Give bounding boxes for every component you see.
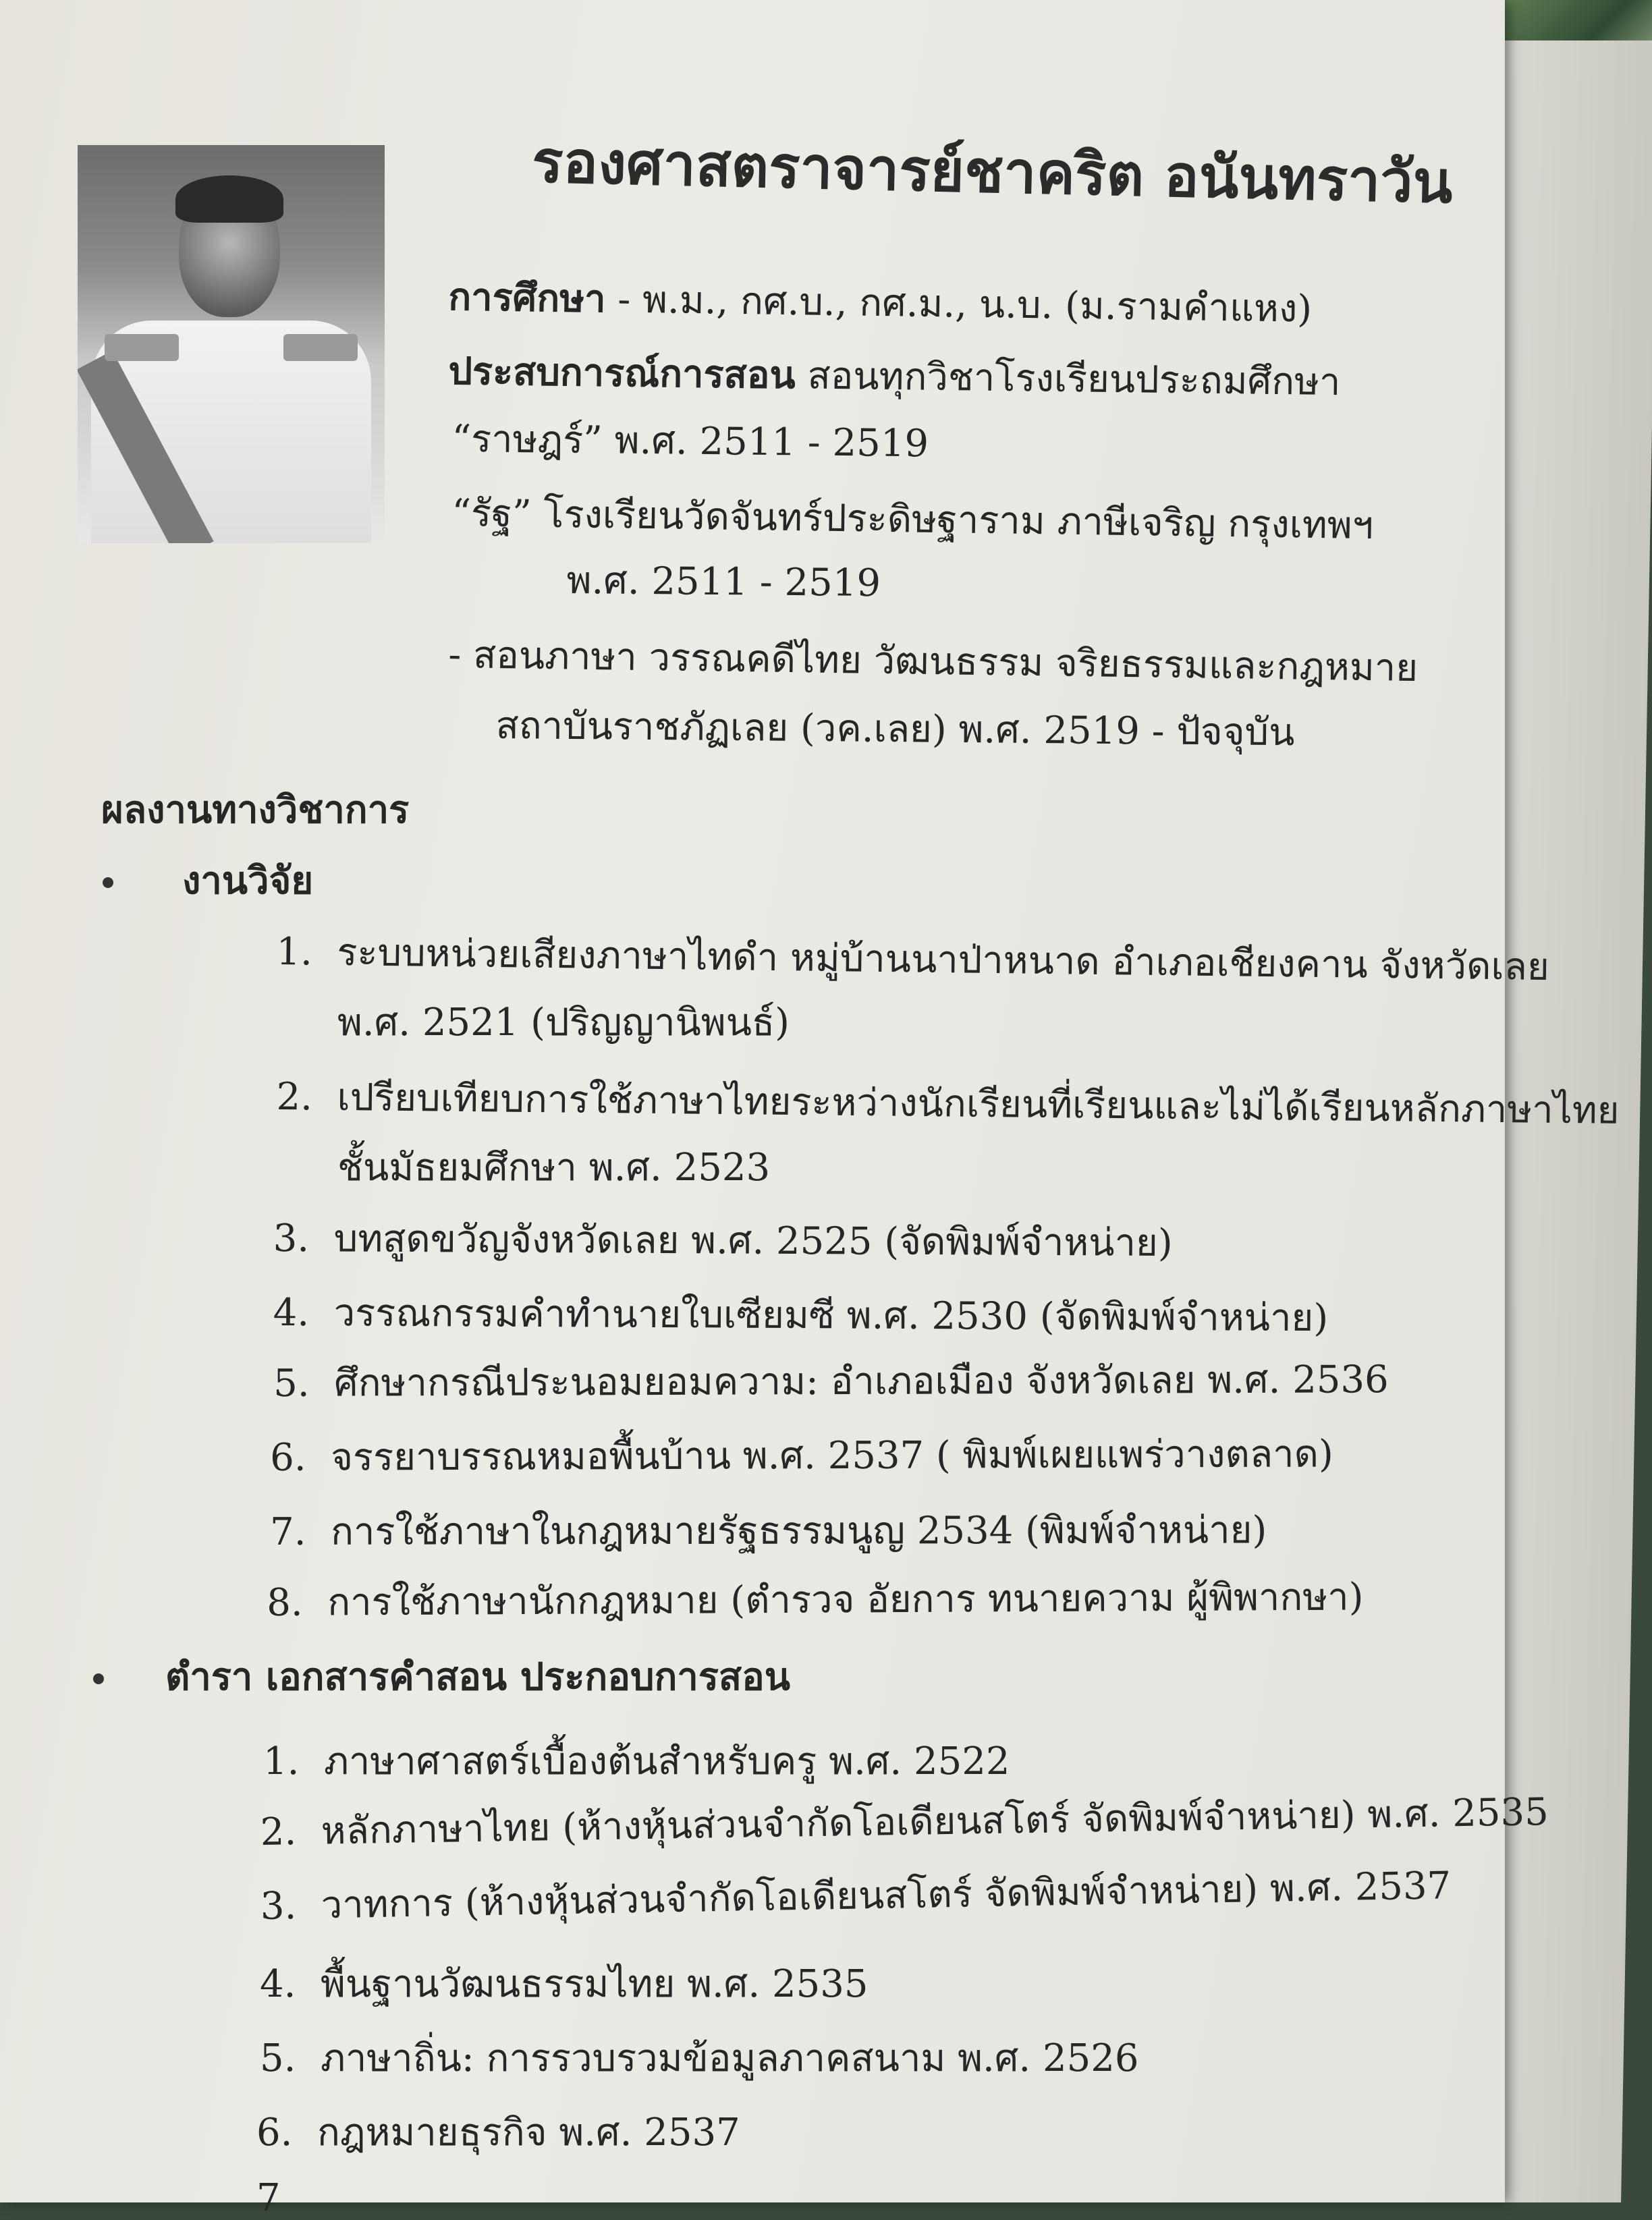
experience-line3: “รัฐ” โรงเรียนวัดจันทร์ประดิษฐาราม ภาษีเจริญ กรุงเทพฯ <box>451 491 1374 549</box>
textbook-item-3: 3. วาทการ (ห้างหุ้นส่วนจำกัดโอเดียนสโตร์ จัดพิมพ์จำหน่าย) พ.ศ. 2537 <box>260 1864 1452 1928</box>
experience-line4: พ.ศ. 2511 - 2519 <box>566 558 881 606</box>
experience-line <box>448 341 1341 412</box>
textbook-item-6: 6. กฎหมายธุรกิจ พ.ศ. 2537 <box>256 2111 740 2155</box>
research-item-2: 2. เปรียบเทียบการใช้ภาษาไทยระหว่างนักเรียนที่เรียนและไม่ได้เรียนหลักภาษาไทย <box>276 1074 1620 1133</box>
textbook-item-7: 7 <box>256 2176 281 2220</box>
research-item-3: 3. บทสูดขวัญจังหวัดเลย พ.ศ. 2525 (จัดพิมพ์จำหน่าย) <box>273 1216 1173 1265</box>
works-heading: ผลงานทางวิชาการ <box>101 788 410 832</box>
research-item-6: 6. จรรยาบรรณหมอพื้นบ้าน พ.ศ. 2537 ( พิมพ์เผยแพร่วางตลาด) <box>270 1432 1333 1480</box>
experience-label: ประสบการณ์การสอน <box>448 349 796 398</box>
experience-line6: สถาบันราชภัฏเลย (วค.เลย) พ.ศ. 2519 - ปัจจุบัน <box>495 703 1295 755</box>
research-item-5: 5. ศึกษากรณีประนอมยอมความ: อำเภอเมือง จังหวัดเลย พ.ศ. 2536 <box>273 1358 1389 1406</box>
research-item-8: 8. การใช้ภาษานักกฎหมาย (ตำรวจ อัยการ ทนายความ ผู้พิพากษา) <box>267 1575 1364 1625</box>
textbook-item-5: 5. ภาษาถิ่น: การรวบรวมข้อมูลภาคสนาม พ.ศ. 2526 <box>260 2036 1139 2080</box>
education-value: - พ.ม., กศ.บ., กศ.ม., น.บ. (ม.รามคำแหง) <box>617 277 1313 331</box>
experience-line5: - สอนภาษา วรรณคดีไทย วัฒนธรรม จริยธรรมและกฎหมาย <box>447 632 1419 691</box>
portrait-photo <box>78 145 385 543</box>
textbooks-heading: ตำรา เอกสารคำสอน ประกอบการสอน <box>165 1655 791 1699</box>
research-item-1-cont: พ.ศ. 2521 (ปริญญานิพนธ์) <box>337 1001 790 1045</box>
textbook-item-2: 2. หลักภาษาไทย (ห้างหุ้นส่วนจำกัดโอเดียนสโตร์ จัดพิมพ์จำหน่าย) พ.ศ. 2535 <box>260 1790 1549 1854</box>
textbook-item-1: 1. ภาษาศาสตร์เบื้องต้นสำหรับครู พ.ศ. 2522 <box>263 1740 1010 1783</box>
education-label: การศึกษา <box>447 275 607 322</box>
textbook-item-4: 4. พื้นฐานวัฒนธรรมไทย พ.ศ. 2535 <box>260 1962 869 2006</box>
research-heading: งานวิจัย <box>182 859 314 903</box>
experience-line2: “ราษฎร์” พ.ศ. 2511 - 2519 <box>451 416 929 466</box>
bullet-research <box>103 877 113 888</box>
research-item-4: 4. วรรณกรรมคำทำนายใบเซียมซี พ.ศ. 2530 (จัดพิมพ์จำหน่าย) <box>273 1290 1329 1341</box>
research-item-1: 1. ระบบหน่วยเสียงภาษาไทดำ หมู่บ้านนาป่าหนาด อำเภอเชียงคาน จังหวัดเลย <box>276 929 1550 990</box>
research-item-7: 7. การใช้ภาษาในกฎหมายรัฐธรรมนูญ 2534 (พิมพ์จำหน่าย) <box>270 1508 1267 1554</box>
bullet-textbooks <box>93 1673 104 1684</box>
page-title: รองศาสตราจารย์ชาคริต อนันทราวัน <box>531 128 1454 217</box>
research-item-2-cont: ชั้นมัธยมศึกษา พ.ศ. 2523 <box>337 1146 771 1190</box>
experience-line1: สอนทุกวิชาโรงเรียนประถมศึกษา <box>807 354 1341 405</box>
education-line <box>448 267 1313 339</box>
